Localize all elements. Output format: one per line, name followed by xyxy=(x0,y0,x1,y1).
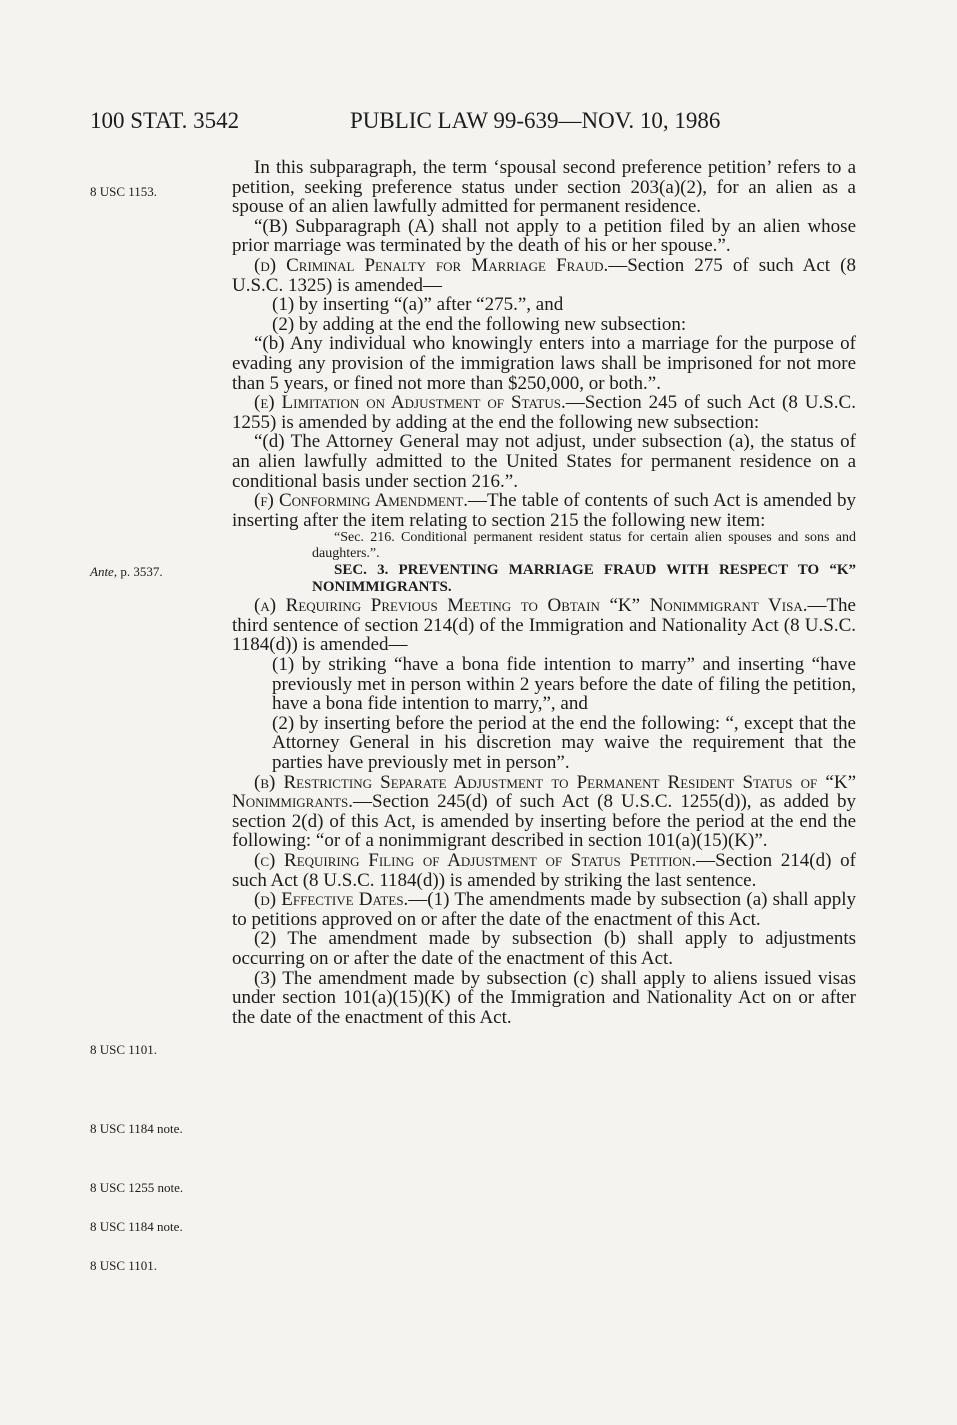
subsection-heading: (b) Restricting Separate Adjustment to Permanent Resident Status of “K” Nonimmigrants. xyxy=(232,771,856,813)
subsection-b xyxy=(232,773,856,851)
document-body xyxy=(232,158,856,1027)
stat-citation: 100 STAT. 3542 xyxy=(90,108,240,133)
subsection-e xyxy=(232,393,856,432)
subsection-f xyxy=(232,491,856,530)
subsection-a xyxy=(232,596,856,655)
margin-note: 8 USC 1184 note. xyxy=(90,1219,183,1234)
paragraph: (2) by inserting before the period at the end the following: “, except that the Attorney General in his discretion may waive the requirement that the parties have previously met in person”. xyxy=(272,712,856,774)
law-title: PUBLIC LAW 99-639—NOV. 10, 1986 xyxy=(350,108,721,133)
margin-note: 8 USC 1184 note. xyxy=(90,1121,183,1136)
margin-note: 8 USC 1101. xyxy=(90,1042,158,1057)
paragraph: “(B) Subparagraph (A) shall not apply to a petition filed by an alien whose prior marriage was terminated by the death of his or her spouse.”. xyxy=(232,215,856,257)
margin-note xyxy=(90,564,163,580)
paragraph: (1) by striking “have a bona fide intention to marry” and inserting “have previously met in person within 2 years before the date of filing the petition, have a bona fide intention to marry,”, and xyxy=(272,654,856,715)
paragraph: (3) The amendment made by subsection (c) shall apply to aliens issued visas under section 101(a)(15)(K) of the Immigration and Nationality Act on or after the date of the enactment of this Act. xyxy=(232,967,856,1028)
subsection-heading: (d) Criminal Penalty for Marriage Fraud. xyxy=(254,254,609,276)
subsection-heading: (f) Conforming Amendment. xyxy=(254,490,469,512)
paragraph: “(b) Any individual who knowingly enters into a marriage for the purpose of evading any provision of the immigration laws shall be imprisoned for not more than 5 years, or fined not more than $250,000, or both.”. xyxy=(232,333,856,394)
paragraph: In this subparagraph, the term ‘spousal second preference petition’ refers to a petition, seeking preference status under section 203(a)(2), for an alien as a spouse of an alien lawfully admitted for permanent residence. xyxy=(232,157,856,218)
subsection-text: —The third sentence of section 214(d) of the Immigration and Nationality Act (8 U.S.C. 1184(d)) is amended— xyxy=(232,595,856,656)
paragraph: (2) by adding at the end the following new subsection: xyxy=(272,313,687,335)
paragraph: (2) The amendment made by subsection (b) shall apply to adjustments occurring on or after the date of the enactment of this Act. xyxy=(232,928,856,969)
subsection-c xyxy=(232,851,856,890)
subsection-heading: (d) Effective Dates. xyxy=(254,889,409,911)
subsection-effective-dates xyxy=(232,890,856,929)
subsection-heading: (e) Limitation on Adjustment of Status. xyxy=(254,392,566,414)
subsection-d xyxy=(232,256,856,295)
subsection-text: —Section 214(d) of such Act (8 U.S.C. 1184(d)) is amended by striking the last sentence. xyxy=(232,850,856,891)
margin-note-italic: Ante, xyxy=(90,564,118,579)
subsection-heading: (a) Requiring Previous Meeting to Obtain “K” Nonimmigrant Visa. xyxy=(254,595,808,617)
subsection-text: —Section 275 of such Act (8 U.S.C. 1325) is amended— xyxy=(232,254,856,296)
subsection-heading: (c) Requiring Filing of Adjustment of Status Petition. xyxy=(254,850,697,871)
subsection-text: —Section 245(d) of such Act (8 U.S.C. 1255(d)), as added by section 2(d) of this Act, is amended by inserting before the period at the end the following: “or of a nonimmigrant described in section 101(a)(15)(K)”. xyxy=(232,791,856,852)
margin-note: 8 USC 1255 note. xyxy=(90,1180,184,1195)
paragraph: (1) by inserting “(a)” after “275.”, and xyxy=(272,294,564,316)
subsection-text: —Section 245 of such Act (8 U.S.C. 1255) is amended by adding at the end the following new subsection: xyxy=(232,392,856,433)
paragraph: “(d) The Attorney General may not adjust, under subsection (a), the status of an alien lawfully admitted to the United States for permanent residence on a conditional basis under section 216.”. xyxy=(232,431,856,492)
margin-note: 8 USC 1101. xyxy=(90,1258,158,1273)
subsection-text: —The table of contents of such Act is amended by inserting after the item relating to section 215 the following new item: xyxy=(232,490,856,531)
page-header xyxy=(90,108,721,134)
subsection-text: —(1) The amendments made by subsection (a) shall apply to petitions approved on or after the date of the enactment of this Act. xyxy=(232,889,856,930)
toc-item: “Sec. 216. Conditional permanent resident status for certain alien spouses and sons and daughters.”. xyxy=(312,530,856,562)
margin-note-page: p. 3537. xyxy=(117,564,163,579)
margin-note: 8 USC 1153. xyxy=(90,184,158,199)
section-heading: SEC. 3. PREVENTING MARRIAGE FRAUD WITH RESPECT TO “K” NONIMMIGRANTS. xyxy=(312,562,856,596)
